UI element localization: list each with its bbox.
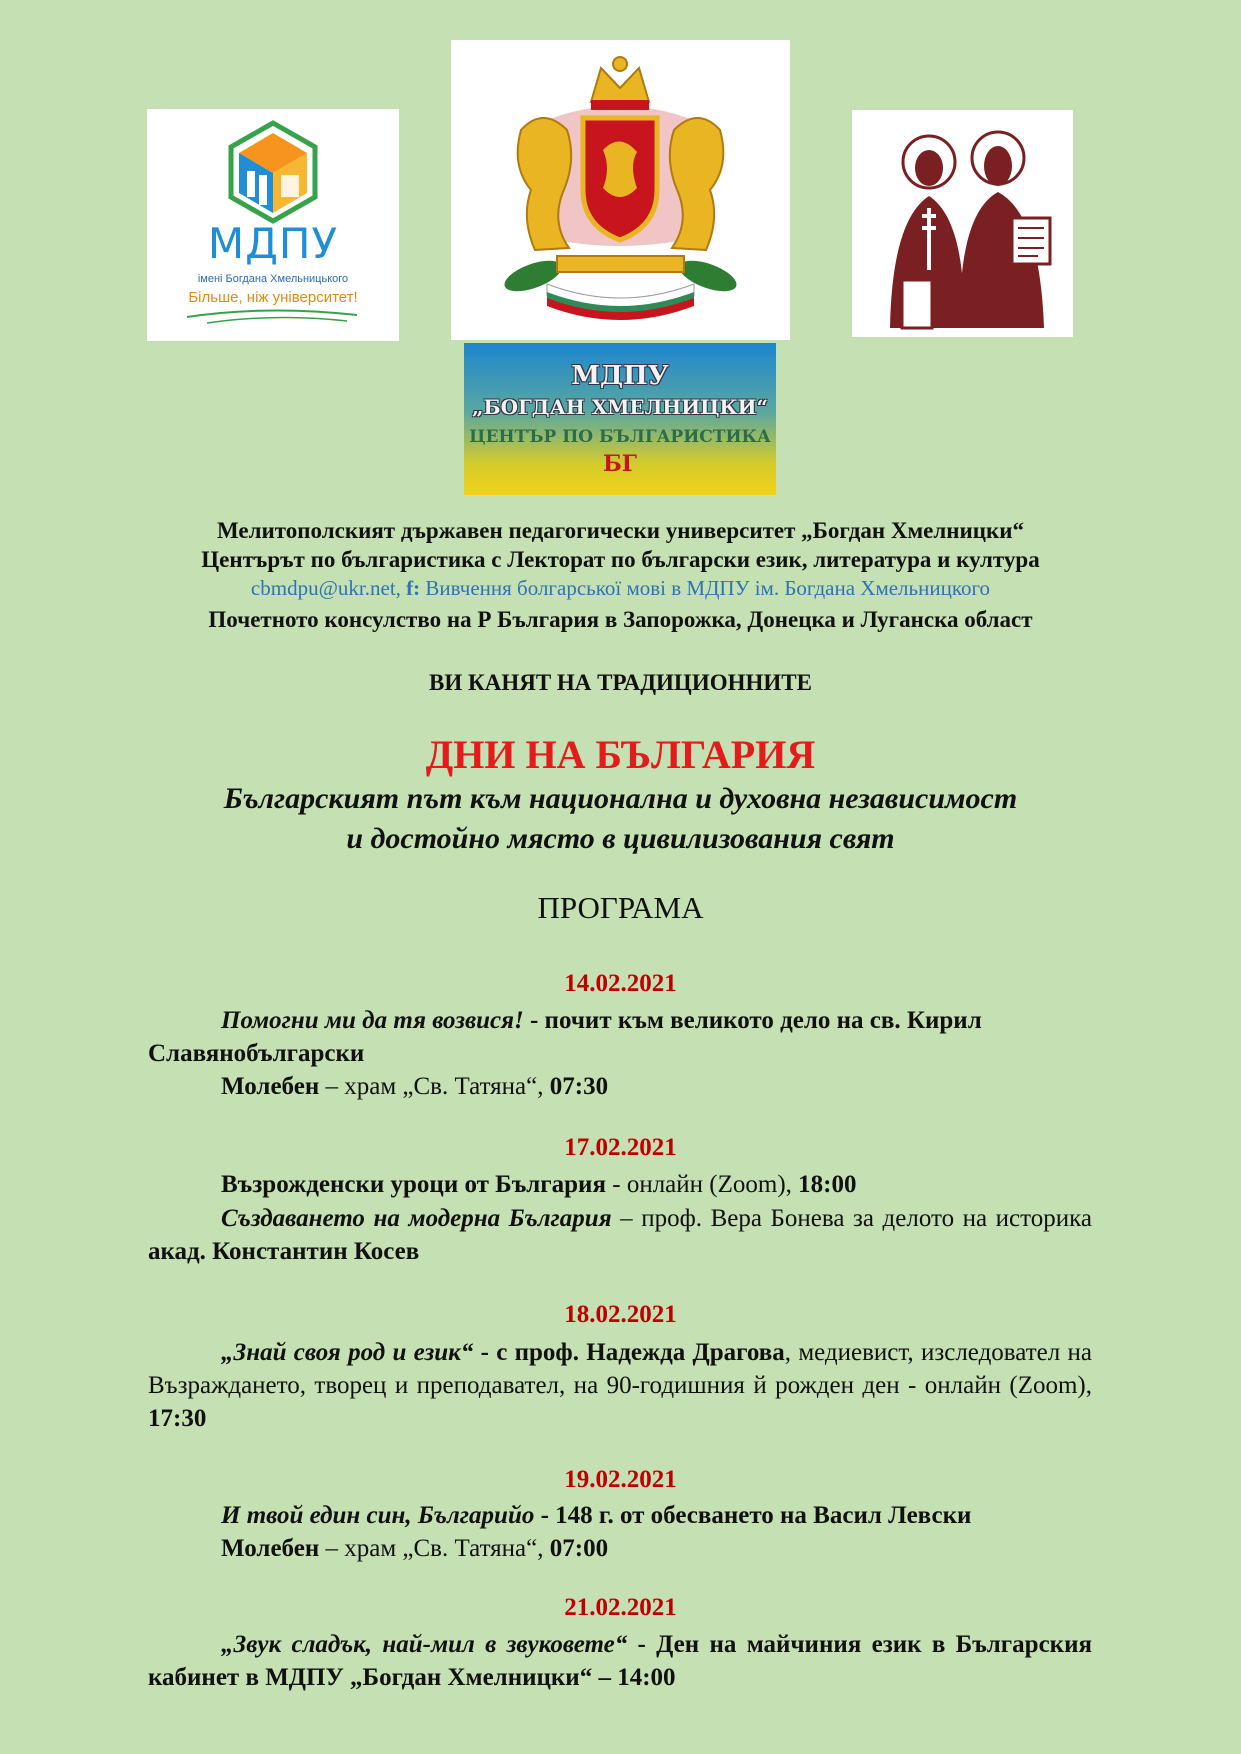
- event-text: - Ден на майчиния език в Българския кабинет в МДПУ „Богдан Хмелницки“ – 14:00: [148, 1631, 1092, 1691]
- event-date: 19.02.2021: [564, 1466, 677, 1493]
- center-logo-line-3: ЦЕНТЪР ПО БЪЛГАРИСТИКА: [469, 427, 771, 447]
- subtitle-line-1: Българският път към национална и духовна независимост: [223, 782, 1018, 815]
- event-guest: - с проф. Надежда Драгова: [473, 1339, 785, 1366]
- service-label: Молебен: [221, 1535, 320, 1562]
- event-description: [148, 1004, 1092, 1070]
- event-text: - 148 г. от обесването на Васил Левски: [534, 1502, 972, 1529]
- event-time: 17:30: [148, 1405, 207, 1432]
- email-link[interactable]: cbmdpu@ukr.net: [250, 576, 396, 600]
- coat-of-arms-icon: [451, 40, 790, 340]
- service-label: Молебен: [221, 1073, 320, 1100]
- center-logo-line-1: МДПУ: [571, 361, 669, 391]
- event-date: 17.02.2021: [564, 1134, 677, 1161]
- facebook-link[interactable]: Вивчення болгарської мові в МДПУ ім. Богдана Хмельницкого: [420, 576, 991, 600]
- service-place: – храм „Св. Татяна“,: [319, 1535, 550, 1562]
- mdpu-logo: [147, 109, 399, 341]
- subtitle-line-2: и достойно място в цивилизования свят: [346, 822, 895, 855]
- university-name: Мелитополският държавен педагогически университет „Богдан Хмелницки“: [217, 518, 1024, 543]
- lecture-text: – проф. Вера Бонева за делото на историка: [611, 1205, 1092, 1232]
- contact-line: [0, 576, 1241, 601]
- mdpu-name: МДПУ: [207, 219, 339, 268]
- center-logo-line-2: „БОГДАН ХМЕЛНИЦКИ“: [471, 395, 769, 419]
- service-time: 07:00: [549, 1535, 609, 1562]
- lecture-subject: акад. Константин Косев: [148, 1238, 420, 1265]
- event-date: 21.02.2021: [564, 1594, 677, 1621]
- mdpu-subtitle: імені Богдана Хмельницького: [197, 273, 349, 285]
- service-time: 07:30: [549, 1073, 609, 1100]
- bulgaristics-center-logo: [464, 343, 776, 495]
- service-place: – храм „Св. Татяна“,: [319, 1073, 550, 1100]
- event-title: „Звук сладък, най-мил в звуковете“: [221, 1631, 628, 1658]
- event-text: - онлайн (Zoom),: [606, 1171, 799, 1198]
- center-name: Центърът по българистика с Лекторат по български език, литература и култура: [201, 547, 1040, 572]
- main-title: ДНИ НА БЪЛГАРИЯ: [425, 732, 816, 777]
- event-title: „Знай своя род и език“: [221, 1339, 474, 1366]
- event-service: [148, 1070, 1092, 1103]
- invitation-text: ВИ КАНЯТ НА ТРАДИЦИОННИТЕ: [429, 670, 812, 695]
- facebook-label: f:: [406, 576, 421, 600]
- swoosh-icon: [147, 109, 399, 341]
- lecture-title: Създаването на модерна България: [221, 1205, 612, 1232]
- event-lecture: [148, 1202, 1092, 1268]
- event-description: [148, 1168, 1092, 1201]
- event-title: Помогни ми да тя возвися!: [221, 1007, 524, 1034]
- event-time: 18:00: [798, 1171, 857, 1198]
- mdpu-slogan: Більше, ніж університет!: [188, 289, 358, 306]
- event-date: 14.02.2021: [564, 970, 677, 997]
- consulate-name: Почетното консулство на Р България в Запорожка, Донецка и Луганска област: [208, 607, 1033, 632]
- saints-cyril-methodius-logo: [852, 110, 1073, 337]
- event-title: Възрожденски уроци от България: [221, 1171, 606, 1198]
- event-service: [148, 1532, 1092, 1565]
- coat-of-arms-logo: [451, 40, 790, 340]
- event-description: [148, 1499, 1092, 1532]
- event-description: [148, 1336, 1092, 1435]
- event-description: [148, 1628, 1092, 1694]
- event-text: , медиевист, изследовател на Възраждането, творец и преподавател, на 90-годишния й рожден ден - онлайн (Zoom),: [148, 1339, 1092, 1399]
- event-date: 18.02.2021: [564, 1301, 677, 1328]
- center-logo-line-4: БГ: [603, 451, 637, 477]
- event-text: - почит към великото дело на св. Кирил Славянобългарски: [148, 1007, 982, 1067]
- contact-separator: ,: [395, 576, 407, 600]
- program-heading: ПРОГРАМА: [537, 890, 704, 925]
- event-title: И твой един син, Българийо: [221, 1502, 535, 1529]
- saints-icon: [852, 110, 1073, 337]
